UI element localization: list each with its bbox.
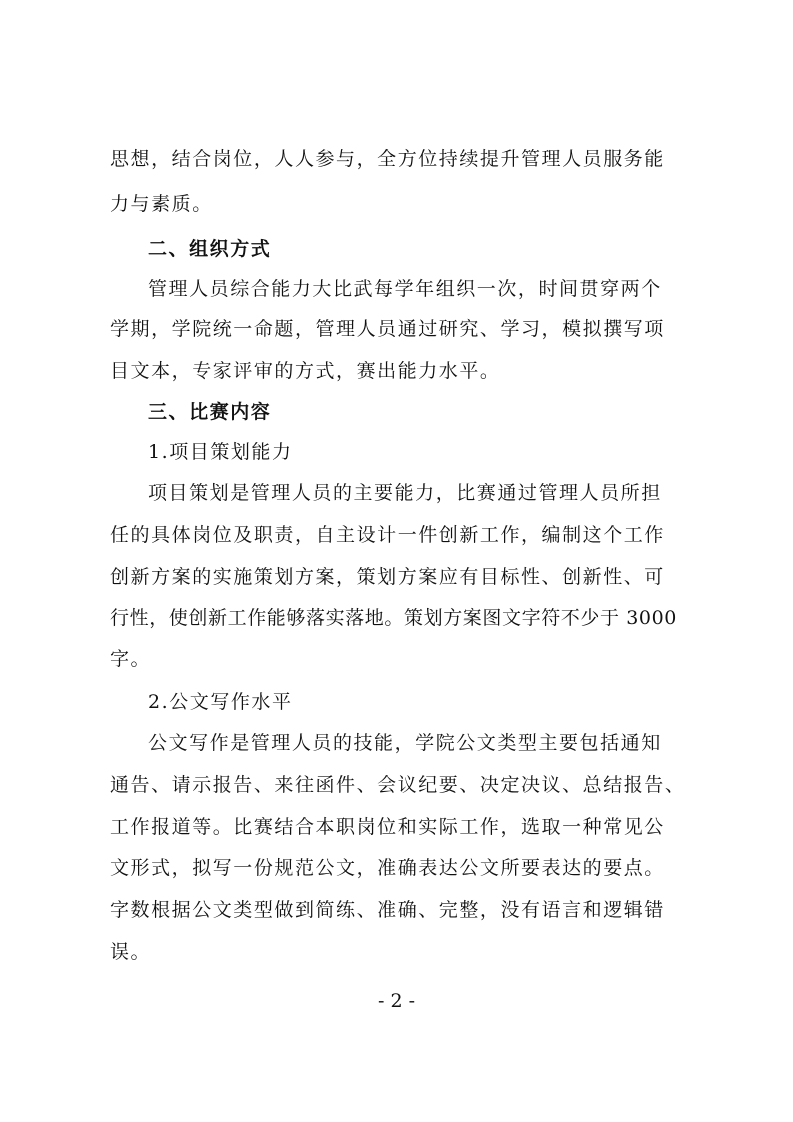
body-text-line: 学期，学院统一命题，管理人员通过研究、学习，模拟撰写项	[110, 318, 665, 340]
section-heading: 三、比赛内容	[148, 401, 272, 423]
body-text-line: 误。	[110, 941, 152, 963]
body-text-line: 字数根据公文类型做到简练、准确、完整，没有语言和逻辑错	[110, 899, 665, 921]
subsection-heading: 1.项目策划能力	[148, 441, 293, 463]
body-text-line: 通告、请示报告、来往函件、会议纪要、决定决议、总结报告、	[110, 774, 686, 796]
page-number: - 2 -	[377, 990, 415, 1012]
subsection-heading: 2.公文写作水平	[148, 691, 293, 713]
body-text-line: 目文本，专家评审的方式，赛出能力水平。	[110, 360, 501, 382]
body-text-line: 工作报道等。比赛结合本职岗位和实际工作，选取一种常见公	[110, 816, 665, 838]
body-text-line: 项目策划是管理人员的主要能力，比赛通过管理人员所担	[148, 482, 662, 504]
body-text-line: 思想，结合岗位，人人参与，全方位持续提升管理人员服务能	[110, 148, 665, 170]
body-text-line: 公文写作是管理人员的技能，学院公文类型主要包括通知	[148, 732, 662, 754]
body-text-line: 字。	[110, 648, 152, 670]
body-text-line: 任的具体岗位及职责，自主设计一件创新工作，编制这个工作	[110, 524, 665, 546]
body-text-line: 创新方案的实施策划方案，策划方案应有目标性、创新性、可	[110, 566, 665, 588]
body-text-line: 文形式，拟写一份规范公文，准确表达公文所要表达的要点。	[110, 857, 665, 879]
body-text-line: 力与素质。	[110, 193, 213, 215]
body-text-line: 行性，使创新工作能够落实落地。策划方案图文字符不少于 3000	[110, 607, 677, 629]
section-heading: 二、组织方式	[148, 238, 272, 260]
body-text-line: 管理人员综合能力大比武每学年组织一次，时间贯穿两个	[148, 278, 662, 300]
